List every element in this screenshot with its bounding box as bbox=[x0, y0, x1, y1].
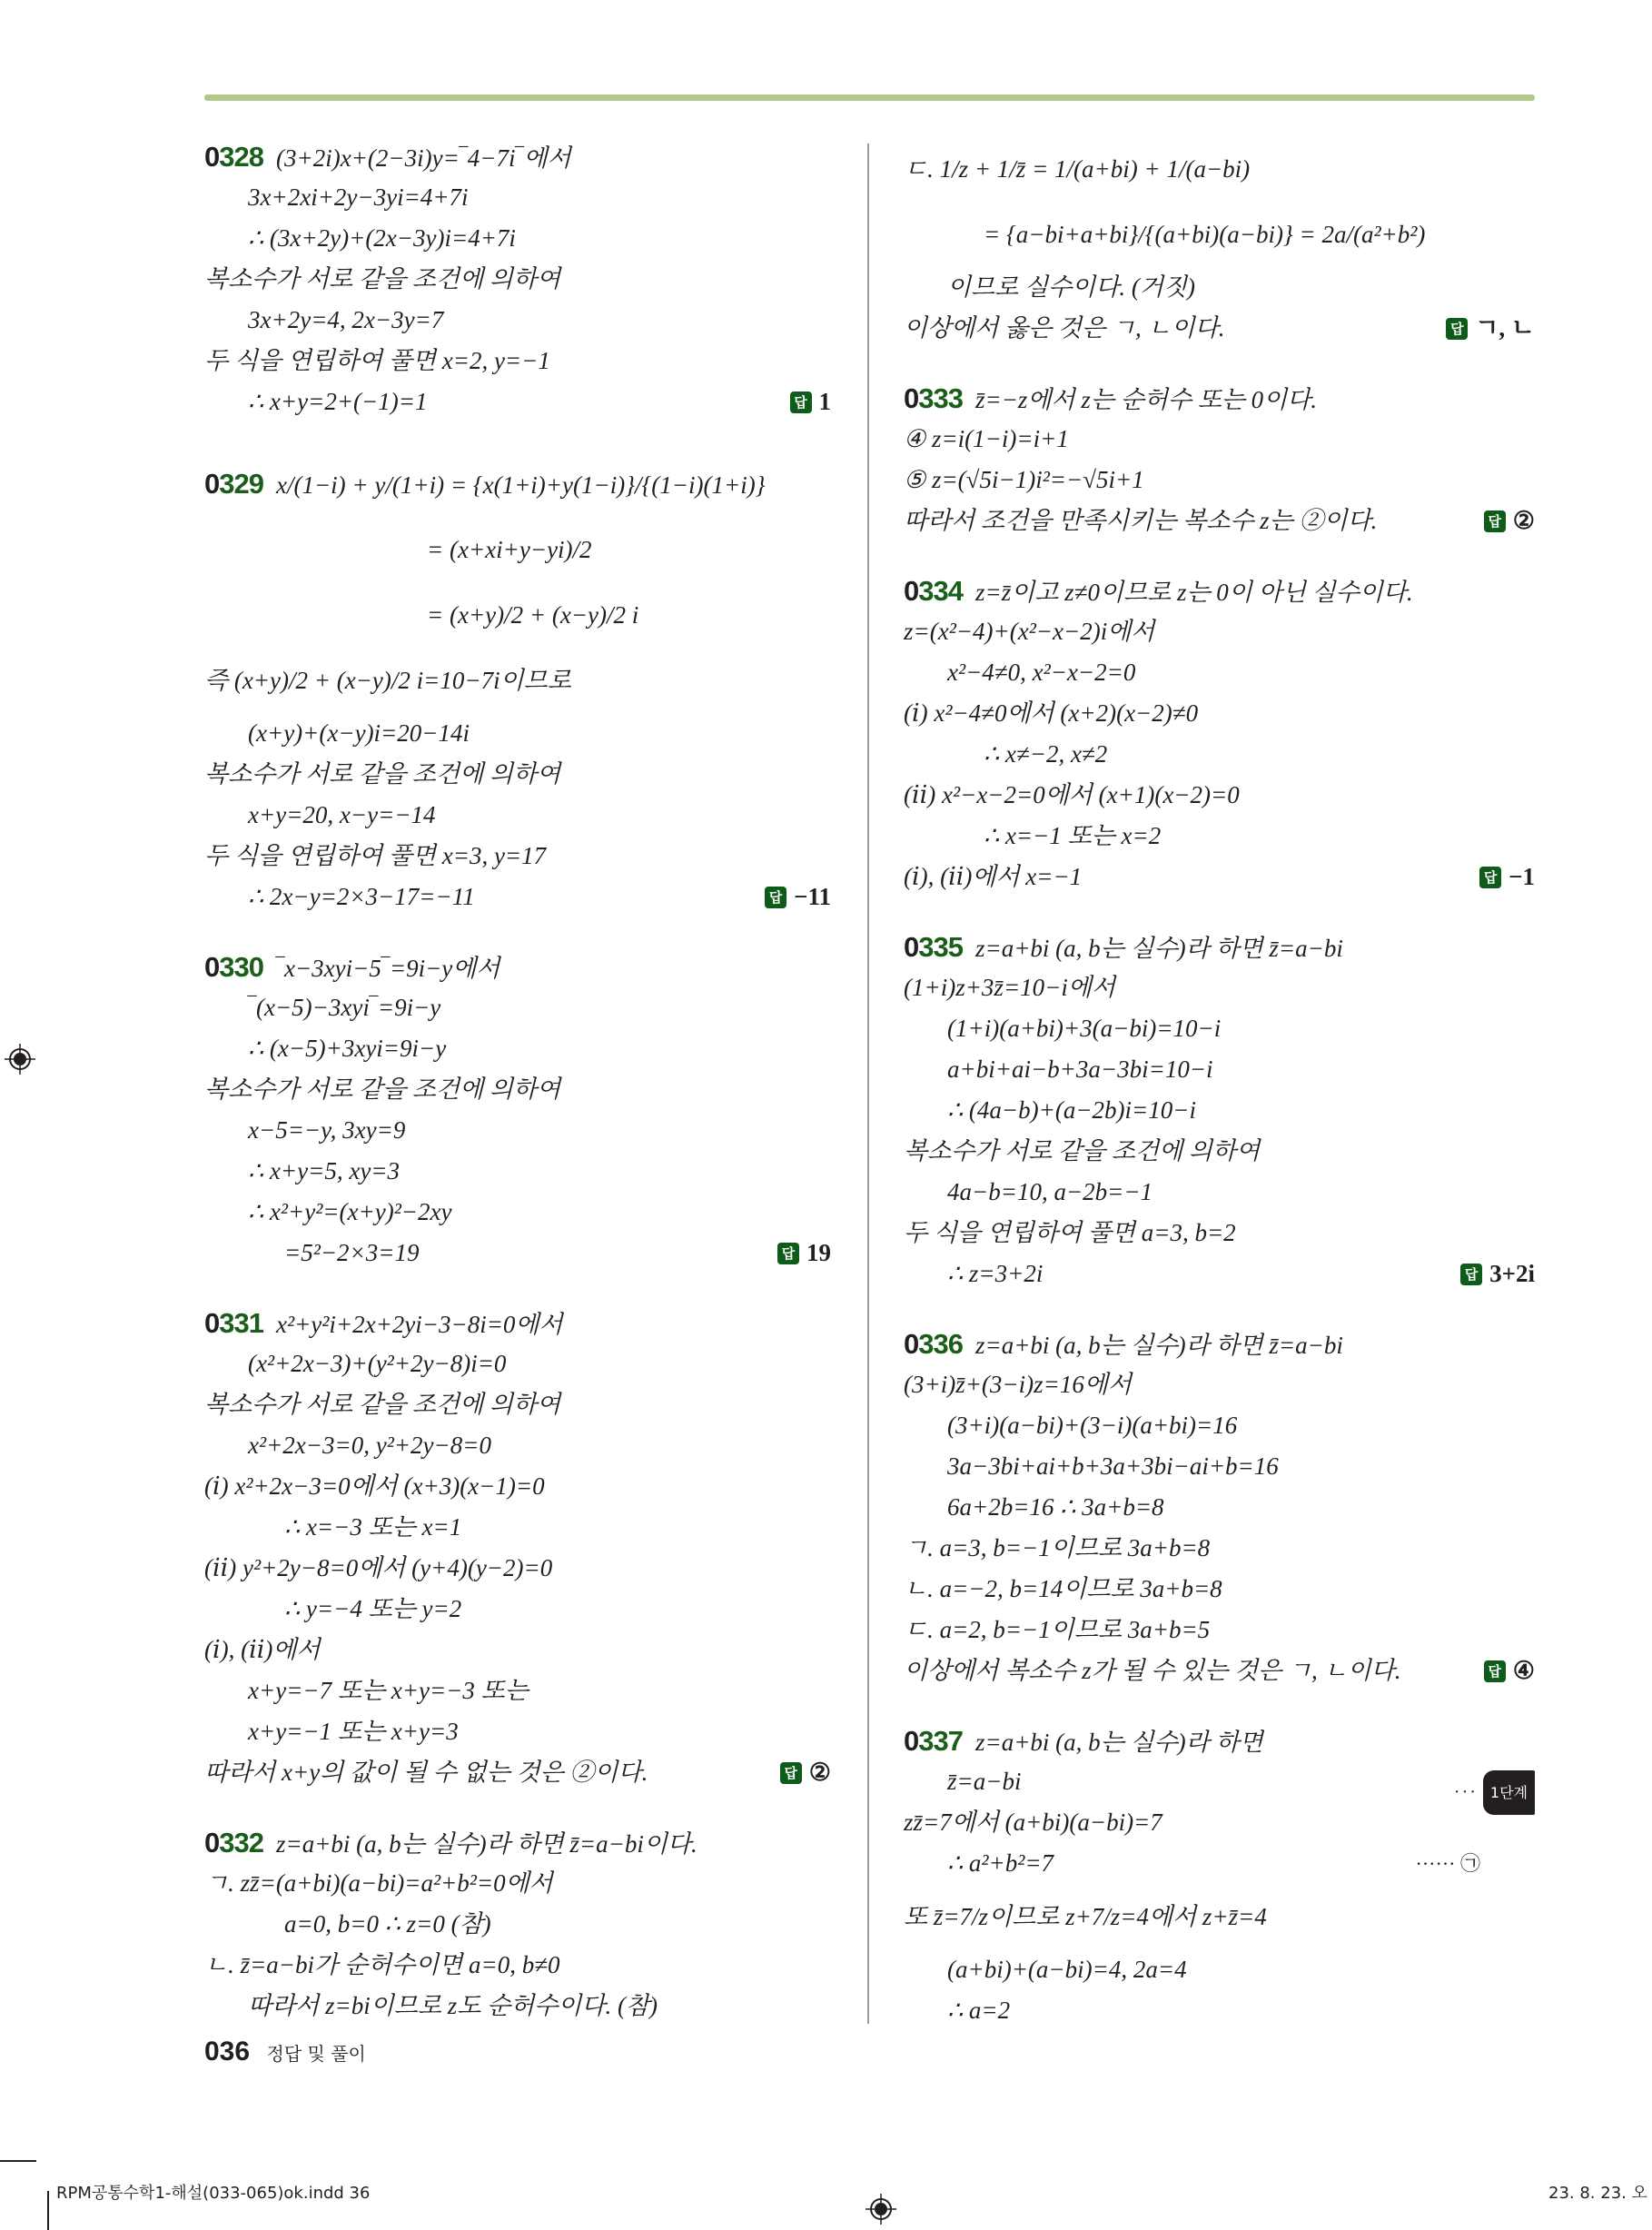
solution-text: zz̄=7에서 (a+bi)(a−bi)=7 bbox=[904, 1809, 1162, 1836]
solution-line bbox=[904, 1008, 1535, 1049]
solution-text: 3a−3bi+ai+b+3a+3bi−ai+b=16 bbox=[947, 1452, 1279, 1480]
answer bbox=[765, 877, 831, 917]
solution-text: ∴ x+y=2+(−1)=1 bbox=[248, 388, 428, 415]
registration-mark-icon bbox=[866, 2194, 896, 2225]
solution-text: (ⅱ) y²+2y−8=0에서 (y+4)(y−2)=0 bbox=[204, 1554, 553, 1581]
answer-value: 19 bbox=[806, 1239, 831, 1266]
solution-text: (ⅰ), (ⅱ)에서 bbox=[204, 1636, 321, 1663]
solution-line bbox=[204, 987, 831, 1028]
solution-text: 복소수가 서로 같을 조건에 의하여 bbox=[204, 1391, 561, 1418]
solution-line bbox=[204, 1589, 831, 1630]
solution-line bbox=[904, 1172, 1535, 1213]
answer-value: ㄱ, ㄴ bbox=[1475, 314, 1535, 342]
solution-text: ∴ x≠−2, x≠2 bbox=[984, 740, 1108, 768]
solution-text: z=a+bi (a, b는 실수)라 하면 z̄=a−bi이다. bbox=[275, 1830, 697, 1858]
solution-block bbox=[204, 1303, 831, 1793]
answer-badge-icon: 답 bbox=[780, 1762, 802, 1784]
solution-line bbox=[904, 460, 1535, 501]
solution-text: ‾x−3xyi−5‾=9i−y에서 bbox=[275, 955, 500, 982]
solution-line bbox=[904, 775, 1535, 816]
solution-line bbox=[904, 1364, 1535, 1405]
solution-text: ∴ (3x+2y)+(2x−3y)i=4+7i bbox=[248, 224, 516, 252]
solution-text: 복소수가 서로 같을 조건에 의하여 bbox=[204, 760, 561, 788]
solution-text: 복소수가 서로 같을 조건에 의하여 bbox=[204, 1075, 561, 1103]
solution-text: x²+2x−3=0, y²+2y−8=0 bbox=[248, 1432, 491, 1459]
answer-badge-icon: 답 bbox=[790, 391, 812, 413]
problem-number-prefix: 0 bbox=[904, 931, 919, 963]
solution-text: x²+y²i+2x+2yi−3−8i=0에서 bbox=[275, 1311, 563, 1338]
solution-line bbox=[204, 1863, 831, 1904]
page-section-title: 정답 및 풀이 bbox=[266, 2043, 366, 2065]
step-label: 1단계 bbox=[1483, 1770, 1535, 1815]
solution-line bbox=[904, 1569, 1535, 1610]
solution-line bbox=[904, 1487, 1535, 1528]
solution-line bbox=[904, 1323, 1535, 1364]
problem-number-digits: 332 bbox=[219, 1827, 263, 1858]
registration-mark-icon bbox=[5, 1044, 35, 1075]
solution-line bbox=[204, 1822, 831, 1863]
problem-number-digits: 330 bbox=[219, 951, 263, 983]
ellipsis-icon: ··· bbox=[1453, 1782, 1478, 1802]
solution-block bbox=[904, 1323, 1535, 1691]
solution-text: 복소수가 서로 같을 조건에 의하여 bbox=[904, 1137, 1261, 1165]
answer-value: ② bbox=[808, 1759, 831, 1786]
solution-block bbox=[904, 136, 1535, 349]
answer-badge-icon: 답 bbox=[777, 1243, 799, 1264]
solution-text: ∴ x²+y²=(x+y)²−2xy bbox=[248, 1198, 452, 1225]
solution-text: (ⅰ) x²+2x−3=0에서 (x+3)(x−1)=0 bbox=[204, 1472, 545, 1500]
solution-line bbox=[904, 1446, 1535, 1487]
solution-text: (3+i)(a−bi)+(3−i)(a+bi)=16 bbox=[947, 1412, 1238, 1439]
solution-line bbox=[904, 1610, 1535, 1650]
solution-text: x/(1−i) + y/(1+i) = {x(1+i)+y(1−i)}/{(1−i)(1+i)} bbox=[275, 471, 766, 499]
column-divider bbox=[867, 144, 869, 2024]
solution-block bbox=[904, 927, 1535, 1294]
solution-line bbox=[904, 202, 1535, 267]
solution-line bbox=[204, 582, 831, 648]
solution-line bbox=[204, 1507, 831, 1548]
solution-text: 6a+2b=16 ∴ 3a+b=8 bbox=[947, 1493, 1164, 1521]
problem-number-prefix: 0 bbox=[204, 1307, 220, 1339]
problem-number-prefix: 0 bbox=[204, 141, 220, 173]
right-column bbox=[904, 136, 1535, 2060]
solution-text: ∴ x=−1 또는 x=2 bbox=[984, 822, 1162, 849]
solution-line bbox=[204, 648, 831, 713]
problem-number-digits: 337 bbox=[918, 1725, 963, 1757]
solution-line bbox=[904, 927, 1535, 967]
solution-line bbox=[904, 1254, 1535, 1294]
solution-line bbox=[204, 1670, 831, 1711]
solution-text: = (x+xi+y−yi)/2 bbox=[427, 536, 592, 563]
solution-text: x−5=−y, 3xy=9 bbox=[248, 1116, 406, 1144]
answer bbox=[1479, 857, 1535, 897]
problem-number-digits: 335 bbox=[918, 931, 963, 963]
solution-line bbox=[204, 1192, 831, 1233]
solution-text: a=0, b=0 ∴ z=0 (참) bbox=[284, 1910, 491, 1938]
solution-text: z=(x²−4)+(x²−x−2)i에서 bbox=[904, 618, 1155, 645]
answer-badge-icon: 답 bbox=[1479, 867, 1501, 888]
solution-line bbox=[904, 816, 1535, 857]
solution-line bbox=[904, 378, 1535, 419]
solution-line bbox=[204, 1110, 831, 1151]
solution-line bbox=[204, 451, 831, 517]
solution-text: (1+i)(a+bi)+3(a−bi)=10−i bbox=[947, 1015, 1222, 1042]
solution-line bbox=[204, 1233, 831, 1274]
problem-number bbox=[204, 1307, 263, 1339]
solution-line bbox=[904, 1802, 1535, 1843]
solution-text: ‾(x−5)−3xyi‾=9i−y bbox=[248, 994, 441, 1021]
solution-line bbox=[904, 1131, 1535, 1172]
answer bbox=[1446, 308, 1535, 349]
solution-text: (a+bi)+(a−bi)=4, 2a=4 bbox=[947, 1956, 1187, 1983]
problem-number-prefix: 0 bbox=[904, 1328, 919, 1360]
solution-text: z̄=−z에서 z는 순허수 또는 0이다. bbox=[974, 386, 1318, 413]
crop-mark-horizontal bbox=[0, 2160, 36, 2162]
solution-text: ㄴ. a=−2, b=14이므로 3a+b=8 bbox=[904, 1575, 1222, 1602]
solution-text: (x+y)+(x−y)i=20−14i bbox=[248, 719, 470, 747]
solution-block bbox=[904, 570, 1535, 897]
solution-text: 두 식을 연립하여 풀면 x=3, y=17 bbox=[204, 842, 547, 869]
solution-line bbox=[204, 713, 831, 754]
solution-text: x+y=−7 또는 x+y=−3 또는 bbox=[248, 1677, 529, 1704]
solution-text: ∴ a²+b²=7 bbox=[947, 1849, 1054, 1877]
solution-line bbox=[204, 382, 831, 422]
solution-text: = (x+y)/2 + (x−y)/2 i bbox=[427, 601, 639, 629]
solution-text: =5²−2×3=19 bbox=[284, 1239, 420, 1266]
solution-line bbox=[904, 652, 1535, 693]
problem-number-prefix: 0 bbox=[204, 468, 220, 500]
solution-text: 4a−b=10, a−2b=−1 bbox=[947, 1178, 1153, 1205]
solution-line bbox=[204, 1548, 831, 1589]
solution-line bbox=[204, 1904, 831, 1945]
answer-value: −1 bbox=[1509, 863, 1535, 890]
solution-line bbox=[904, 1049, 1535, 1090]
page-footer bbox=[204, 2037, 366, 2067]
solution-text: (ⅰ), (ⅱ)에서 x=−1 bbox=[904, 863, 1083, 890]
solution-text: z=a+bi (a, b는 실수)라 하면 z̄=a−bi bbox=[974, 935, 1343, 962]
solution-line bbox=[204, 1425, 831, 1466]
problem-number-digits: 336 bbox=[918, 1328, 963, 1360]
answer-badge-icon: 답 bbox=[765, 887, 786, 908]
problem-number bbox=[204, 468, 263, 500]
solution-block bbox=[204, 451, 831, 917]
solution-line bbox=[204, 341, 831, 382]
solution-text: (ⅱ) x²−x−2=0에서 (x+1)(x−2)=0 bbox=[904, 781, 1240, 808]
solution-line bbox=[904, 501, 1535, 541]
answer-value: ④ bbox=[1512, 1657, 1535, 1684]
solution-text: ∴ (x−5)+3xyi=9i−y bbox=[248, 1035, 447, 1062]
solution-line bbox=[904, 1843, 1535, 1884]
answer-value: 3+2i bbox=[1489, 1260, 1535, 1287]
solution-line bbox=[204, 1466, 831, 1507]
solution-line bbox=[204, 877, 831, 917]
solution-line bbox=[904, 1720, 1535, 1761]
solution-line bbox=[204, 1711, 831, 1752]
solution-text: 따라서 조건을 만족시키는 복소수 z는 ②이다. bbox=[904, 507, 1378, 534]
solution-line bbox=[904, 1090, 1535, 1131]
solution-text: 따라서 x+y의 값이 될 수 없는 것은 ②이다. bbox=[204, 1759, 648, 1786]
solution-line bbox=[204, 1028, 831, 1069]
problem-number-prefix: 0 bbox=[904, 382, 919, 414]
problem-number-digits: 329 bbox=[219, 468, 263, 500]
solution-text: ∴ y=−4 또는 y=2 bbox=[284, 1595, 462, 1622]
solution-line bbox=[204, 300, 831, 341]
page-number: 036 bbox=[204, 2037, 251, 2066]
solution-text: 두 식을 연립하여 풀면 x=2, y=−1 bbox=[204, 347, 550, 374]
problem-number-digits: 331 bbox=[219, 1307, 263, 1339]
solution-line bbox=[204, 1151, 831, 1192]
solution-text: = {a−bi+a+bi}/{(a+bi)(a−bi)} = 2a/(a²+b²) bbox=[984, 221, 1426, 248]
solution-line bbox=[204, 1986, 831, 2027]
solution-text: ④ z=i(1−i)=i+1 bbox=[904, 425, 1069, 452]
solution-line bbox=[204, 1630, 831, 1670]
solution-block bbox=[904, 1720, 1535, 2031]
solution-text: z=a+bi (a, b는 실수)라 하면 z̄=a−bi bbox=[974, 1332, 1343, 1359]
solution-block bbox=[204, 1822, 831, 2027]
solution-line bbox=[204, 1303, 831, 1343]
problem-number bbox=[204, 951, 263, 983]
solution-text: 복소수가 서로 같을 조건에 의하여 bbox=[204, 265, 561, 292]
problem-number-digits: 334 bbox=[918, 575, 963, 607]
answer-value: ② bbox=[1512, 507, 1535, 534]
solution-text: ∴ a=2 bbox=[947, 1997, 1011, 2024]
solution-text: x²−4≠0, x²−x−2=0 bbox=[947, 659, 1136, 686]
equation-marker: ······ ㉠ bbox=[1415, 1852, 1480, 1875]
answer-value: −11 bbox=[794, 883, 831, 910]
solution-text: z=a+bi (a, b는 실수)라 하면 bbox=[974, 1729, 1263, 1756]
problem-number-digits: 328 bbox=[219, 141, 263, 173]
solution-line bbox=[204, 1945, 831, 1986]
solution-line bbox=[204, 947, 831, 987]
solution-line bbox=[904, 1213, 1535, 1254]
solution-text: x+y=−1 또는 x+y=3 bbox=[248, 1718, 459, 1745]
solution-text: z̄=a−bi bbox=[947, 1768, 1022, 1795]
solution-text: 또 z̄=7/z이므로 z+7/z=4에서 z+z̄=4 bbox=[904, 1903, 1267, 1930]
answer-badge-icon: 답 bbox=[1446, 318, 1468, 340]
solution-line bbox=[904, 1761, 1535, 1802]
solution-text: ㄱ. a=3, b=−1이므로 3a+b=8 bbox=[904, 1534, 1211, 1561]
solution-text: ㄴ. z̄=a−bi가 순허수이면 a=0, b≠0 bbox=[204, 1951, 560, 1978]
solution-line bbox=[204, 218, 831, 259]
answer bbox=[1484, 501, 1535, 541]
solution-line bbox=[904, 1949, 1535, 1990]
solution-line bbox=[204, 177, 831, 218]
solution-line bbox=[204, 1384, 831, 1425]
slug-date: 23. 8. 23. 오 bbox=[1548, 2184, 1647, 2203]
solution-line bbox=[904, 1650, 1535, 1691]
solution-text: 3x+2y=4, 2x−3y=7 bbox=[248, 306, 444, 333]
solution-line bbox=[204, 754, 831, 795]
solution-text: a+bi+ai−b+3a−3bi=10−i bbox=[947, 1056, 1213, 1083]
solution-text: ∴ 2x−y=2×3−17=−11 bbox=[248, 883, 475, 910]
problem-number bbox=[204, 1827, 263, 1858]
solution-line bbox=[904, 857, 1535, 897]
answer-badge-icon: 답 bbox=[1484, 510, 1506, 532]
solution-text: x+y=20, x−y=−14 bbox=[248, 801, 436, 828]
answer bbox=[777, 1233, 831, 1274]
solution-line bbox=[204, 136, 831, 177]
solution-text: 두 식을 연립하여 풀면 a=3, b=2 bbox=[904, 1219, 1236, 1246]
answer bbox=[1460, 1254, 1535, 1294]
solution-text: (ⅰ) x²−4≠0에서 (x+2)(x−2)≠0 bbox=[904, 699, 1199, 727]
solution-block bbox=[204, 136, 831, 422]
solution-text: 이상에서 복소수 z가 될 수 있는 것은 ㄱ, ㄴ이다. bbox=[904, 1657, 1401, 1684]
solution-line bbox=[904, 693, 1535, 734]
solution-text: 이상에서 옳은 것은 ㄱ, ㄴ이다. bbox=[904, 314, 1225, 342]
solution-line bbox=[904, 419, 1535, 460]
solution-text: (x²+2x−3)+(y²+2y−8)i=0 bbox=[248, 1350, 507, 1377]
solution-text: 이므로 실수이다. (거짓) bbox=[947, 273, 1195, 301]
solution-text: ㄷ. 1/z + 1/z̄ = 1/(a+bi) + 1/(a−bi) bbox=[904, 155, 1251, 183]
left-column bbox=[204, 136, 831, 2056]
solution-line bbox=[904, 1405, 1535, 1446]
header-rule bbox=[204, 94, 1535, 101]
solution-text: ㄷ. a=2, b=−1이므로 3a+b=5 bbox=[904, 1616, 1211, 1643]
solution-text: 즉 (x+y)/2 + (x−y)/2 i=10−7i이므로 bbox=[204, 667, 571, 694]
solution-text: z=z̄이고 z≠0이므로 z는 0이 아닌 실수이다. bbox=[974, 579, 1413, 606]
solution-line bbox=[904, 1884, 1535, 1949]
problem-number bbox=[904, 1725, 963, 1757]
solution-line bbox=[204, 1752, 831, 1793]
solution-text: ㄱ. zz̄=(a+bi)(a−bi)=a²+b²=0에서 bbox=[204, 1869, 553, 1897]
problem-number-prefix: 0 bbox=[204, 1827, 220, 1858]
solution-line bbox=[904, 1990, 1535, 2031]
problem-number bbox=[204, 141, 263, 173]
answer bbox=[1484, 1650, 1535, 1691]
solution-block bbox=[904, 378, 1535, 541]
slug-filename: RPM공통수학1-해설(033-065)ok.indd 36 bbox=[56, 2184, 371, 2203]
solution-line bbox=[204, 259, 831, 300]
solution-line bbox=[204, 517, 831, 582]
problem-number bbox=[904, 382, 963, 414]
problem-number bbox=[904, 931, 963, 963]
solution-line bbox=[904, 136, 1535, 202]
solution-line bbox=[904, 308, 1535, 349]
solution-line bbox=[904, 570, 1535, 611]
solution-text: 따라서 z=bi이므로 z도 순허수이다. (참) bbox=[248, 1992, 658, 2019]
solution-line bbox=[904, 1528, 1535, 1569]
answer-badge-icon: 답 bbox=[1460, 1264, 1482, 1285]
problem-number-prefix: 0 bbox=[204, 951, 220, 983]
solution-line bbox=[904, 967, 1535, 1008]
solution-line bbox=[904, 267, 1535, 308]
solution-text: 3x+2xi+2y−3yi=4+7i bbox=[248, 183, 469, 211]
answer-badge-icon: 답 bbox=[1484, 1660, 1506, 1682]
solution-line bbox=[904, 611, 1535, 652]
solution-line bbox=[204, 795, 831, 836]
problem-number-prefix: 0 bbox=[904, 1725, 919, 1757]
solution-line bbox=[204, 836, 831, 877]
crop-mark-vertical bbox=[47, 2191, 49, 2230]
solution-text: ⑤ z=(√5i−1)i²=−√5i+1 bbox=[904, 466, 1144, 493]
answer-value: 1 bbox=[818, 388, 831, 415]
solution-text: ∴ x+y=5, xy=3 bbox=[248, 1157, 401, 1184]
solution-text: (1+i)z+3z̄=10−i에서 bbox=[904, 974, 1116, 1001]
solution-block bbox=[204, 947, 831, 1274]
problem-number-prefix: 0 bbox=[904, 575, 919, 607]
answer bbox=[780, 1752, 831, 1793]
solution-text: ∴ x=−3 또는 x=1 bbox=[284, 1513, 462, 1541]
solution-line bbox=[204, 1343, 831, 1384]
problem-number bbox=[904, 575, 963, 607]
solution-text: (3+i)z̄+(3−i)z=16에서 bbox=[904, 1371, 1133, 1398]
solution-line bbox=[904, 734, 1535, 775]
answer bbox=[790, 382, 832, 422]
solution-text: (3+2i)x+(2−3i)y=‾4−7i‾에서 bbox=[275, 144, 571, 172]
problem-number bbox=[904, 1328, 963, 1360]
solution-text: ∴ (4a−b)+(a−2b)i=10−i bbox=[947, 1096, 1196, 1124]
problem-number-digits: 333 bbox=[918, 382, 963, 414]
solution-line bbox=[204, 1069, 831, 1110]
solution-text: ∴ z=3+2i bbox=[947, 1260, 1044, 1287]
